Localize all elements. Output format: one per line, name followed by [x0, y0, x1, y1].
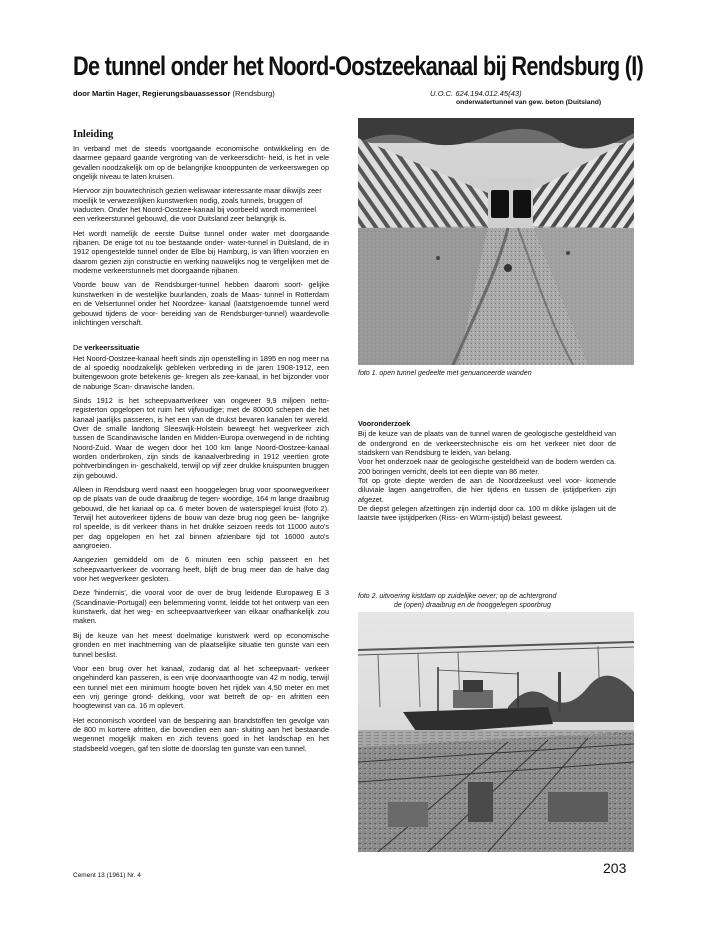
paragraph: Het Noord-Oostzee-kanaal heeft sinds zijn openstelling in 1895 en nog meer na de al spoedig noodzakelijk gebleken verbreding in de jaren 1908-1912, een buitengewoon grote betekenis ge- kregen als zee-kanaal, in het bijzonder voor de naburige Scan- dinavische landen.: [73, 353, 329, 391]
right-column: [358, 419, 616, 528]
photo-1-open-tunnel: [358, 118, 634, 365]
paragraph: Deze 'hindernis', die vooral voor de over de brug leidende Europaweg E 3 (Scandinavie-Portugal) een belemmering vormt, leidde tot het ontwerp van een kunstwerk, dat het weg- en scheepvaartverkeer van elkaar onafhankelijk zou maken.: [73, 588, 329, 626]
paragraph: Voor het onderzoek naar de geologische gesteldheid van de bodem werden ca. 200 boringen verricht, deels tot een diepte van 86 meter.: [358, 457, 616, 476]
photo-1-image: [358, 118, 634, 365]
journal-footer: Cement 13 (1961) Nr. 4: [73, 872, 141, 879]
section-heading-verkeerssituatie: De verkeerssituatie: [73, 343, 140, 353]
paragraph: Het wordt namelijk de eerste Duitse tunnel onder water met doorgaande rijbanen. De enige tot nu toe bestaande onder- water-tunnel in Duitsland, de in 1912 opengestelde tunnel onder de Elbe bij Hamburg, is van liften voorzien en daarom gezien zijn constructie en werking nauwelijks nog te vergelijken met de moderne verkeerstunnels met doorgaande rijbanen.: [73, 228, 329, 276]
paragraph: Het economisch voordeel van de besparing aan brandstoffen ten gevolge van de 800 m kortere afritten, die bovendien een aan- sluiting aan het bestaande wegennet mogelijk maken en zich tevens goed in het landschap en het stadsbeeld voegen, gaf ten slotte de doorslag ten gunste van een tunnel.: [73, 715, 329, 753]
paragraph: In verband met de steeds voortgaande economische ontwikkeling en de daarmee gepaard gaande vergroting van de verkeersdicht- heid, is het in vele gevallen noodzakelijk om op de belangrijke knooppunten de verkeerswegen op ongelijk niveau te laten kruisen.: [73, 144, 329, 182]
paragraph: Alleen in Rendsburg werd naast een hooggelegen brug voor spoorwegverkeer op de plaats van de oude draaibrug de tegen- woordige, 164 m lange draaibrug gebouwd, die het kanaal op ca. 6 meter boven de waterspiegel kruist (foto 2). Terwijl het autoverkeer tijdens de bouw van deze brug nog geen be- langrijke rol speelde, is dit verkeer thans in het drukke seizoen reeds tot 11000 auto's per dag opgelopen en het zal binnen afzienbare tijd tot 16000 auto's aangroeien.: [73, 485, 329, 551]
author-place: (Rendsburg): [230, 89, 275, 98]
paragraph: Bij de keuze van het meest doelmatige kunstwerk werd op economische gronden en met inachtneming van de plaatselijke situatie ten gunste van een tunnel beslist.: [73, 630, 329, 659]
photo-2-cofferdam: [358, 612, 634, 852]
paragraph: Sinds 1912 is het scheepvaartverkeer van ongeveer 9,9 miljoen netto-registerton opgelopen tot ruim het vijfvoudige; met de 80000 schepen die het kanaal jaarlijks passeren, is het een van de drukst bevaren kanalen ter wereld. Over de smalle landtong Sleeswijk-Holstein beweegt het wegverkeer zich tussen de Scandinavische landen en Midden-Europa overwegend in de richting Noord-Zuid. Waar de wegen door het 100 km lange Noord-Oostzee-kanaal worden onderbroken, zijn sinds de kanaalverbreding in 1912 veertien grote pohtverbindingen in- geschakeld, terwijl op vijf zeer drukke kruispunten bruggen zijn gebouwd.: [73, 395, 329, 480]
paragraph: Aangezien gemiddeld om de 6 minuten een schip passeert en het scheepvaartverkeer de voorrang heeft, blijft de brug meer dan de halve dag voor het wegverkeer gesloten.: [73, 555, 329, 584]
udc-code: U.O.C. 624.194.012.45(43): [430, 89, 522, 98]
paragraph: Tot op grote diepte werden de aan de Noordzeekust veel voor- komende diluviale lagen aangetroffen, die hier tijdens en tussen de ijstijdperken zijn afgezet.: [358, 476, 616, 504]
byline: [73, 89, 275, 98]
caption-photo-1: foto 1. open tunnel gedeelte met genuanceerde wanden: [358, 370, 532, 377]
author: door Martin Hager, Regierungsbauassessor: [73, 89, 231, 98]
paragraph: Voorde bouw van de Rendsburger-tunnel hebben daarom soort- gelijke kunstwerken in de westelijke buurlanden, zoals de Maas- tunnel in Rotterdam en de Velsertunnel onder het Noordzee- kanaal (laatstgenoemde tunnel werd gebouwd tijdens de voor- bereiding van de Rendsburger-tunnel) waardevolle inlichtingen verschaft.: [73, 280, 329, 327]
paragraph: De diepst gelegen afzettingen zijn indertijd door ca. 100 m dikke ijslagen uit de laatste twee ijstijdperken (Riss- en Würm-ijstijd) belast geweest.: [358, 504, 616, 523]
paragraph: Voor een brug over het kanaal, zodanig dat al het scheepvaart- verkeer ongehinderd kan passeren, is een vrije doorvaarthoogte van 42 m nodig, terwijl een tunnel met een minimum hoogte boven het rijdek van 4,50 meter en met een vrij geringe grond- dekking, voor wat betreft de op- en afritten een hoogtewinst van ca. 16 m oplevert.: [73, 663, 329, 711]
left-column: [73, 128, 329, 758]
section-heading-inleiding: Inleiding: [73, 129, 114, 140]
photo-2-image: [358, 612, 634, 852]
paragraph: Hiervoor zijn bouwtechnisch gezien weliswaar interessante maar dikwijls zeer moeilijk te verwezenlijken kunstwerken nodig, zoals tunnels, bruggen of viaducten. Onder het Noord-Oostzee-kanaal bij voorbeeld wordt momenteel een verkeerstunnel gebouwd, die voor Duitsland zeer belangrijk is.: [73, 186, 322, 224]
paragraph: Bij de keuze van de plaats van de tunnel waren de geologische gesteldheid van de ondergrond en de verkeerstechnische eis om het verkeer niet door de stadskern van Rendsburg te leiden, van belang.: [358, 429, 616, 458]
article-title: De tunnel onder het Noord-Oostzeekanaal bij Rendsburg (I): [73, 51, 644, 81]
page-number: 203: [603, 860, 627, 876]
udc-subject: onderwatertunnel van gew. beton (Duitsland): [456, 99, 602, 106]
section-heading-vooronderzoek: Vooronderzoek: [358, 419, 411, 428]
caption-photo-2: foto 2. uitvoering kistdam op zuidelijke oever; op de achtergrond de (open) draaibrug en de hooggelegen spoorbrug: [358, 593, 557, 609]
